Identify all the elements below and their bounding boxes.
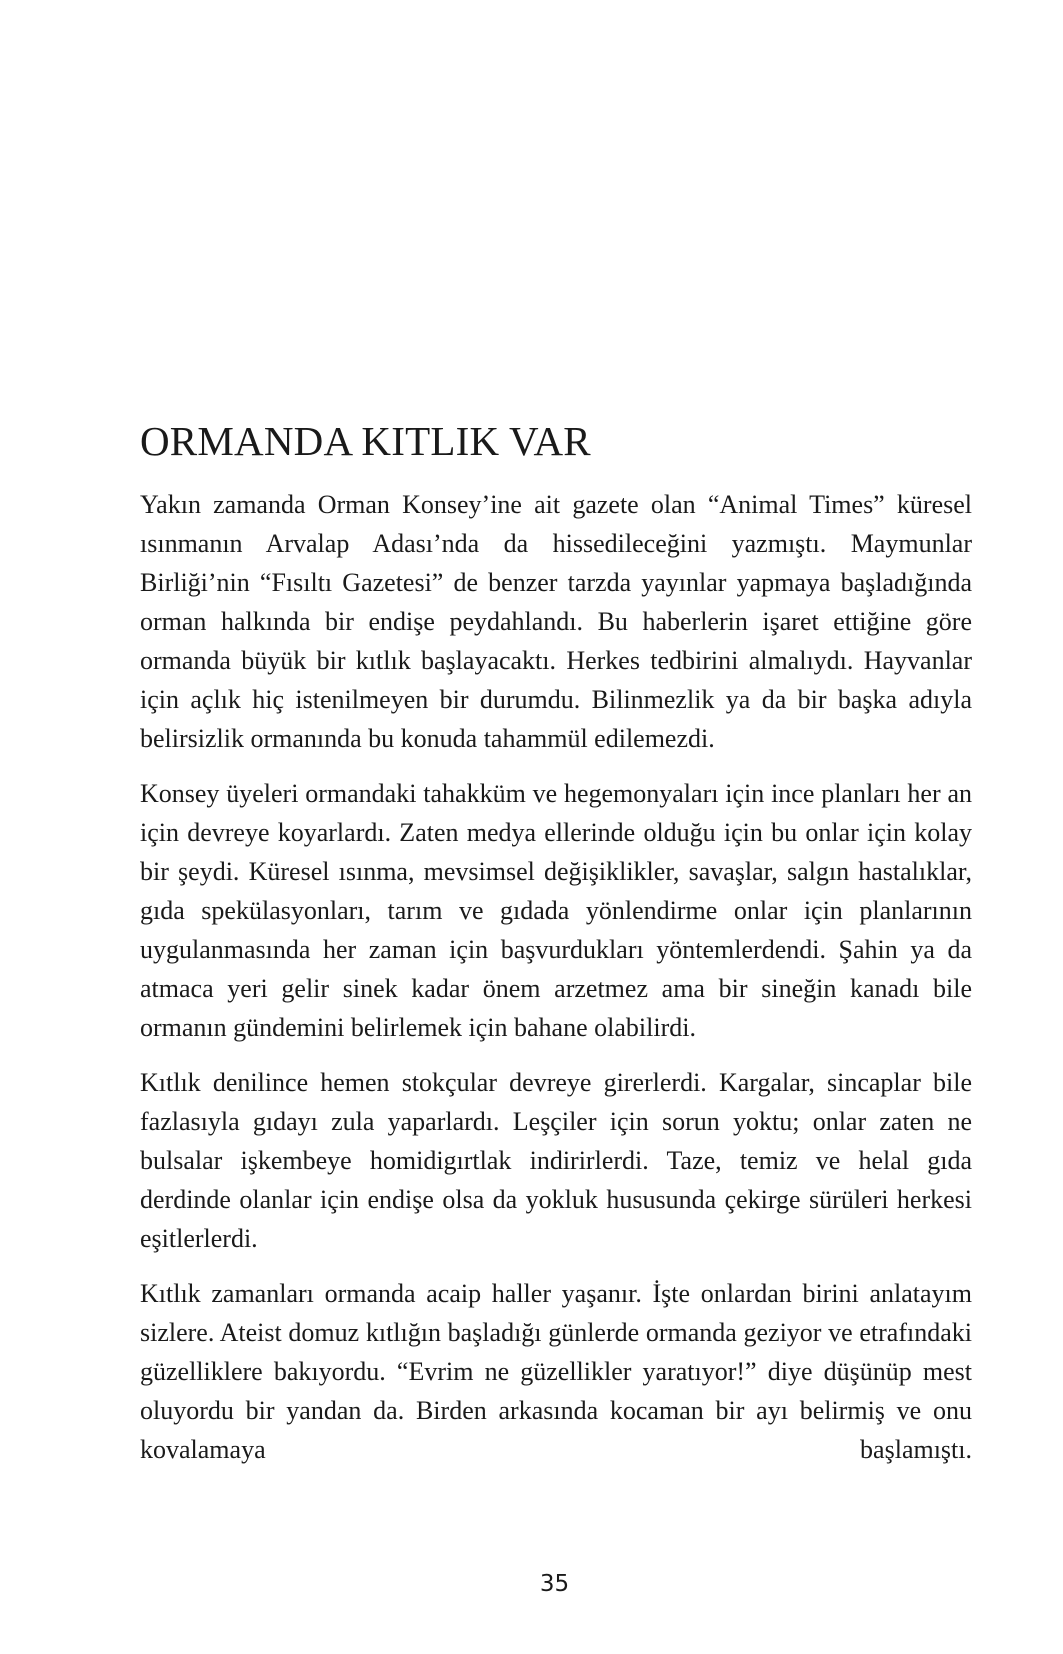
body-text	[140, 485, 972, 1485]
paragraph-1: Yakın zamanda Orman Konsey’ine ait gazete olan “Animal Times” küresel ısınmanın Arvalap Adası’nda da hissedileceğini yazmıştı. Maymunlar Birliği’nin “Fısıltı Gazetesi” de benzer tarzda yayınlar yapmaya başladığında orman halkında bir endişe peydahlandı. Bu haberlerin işaret ettiğine göre ormanda büyük bir kıtlık başlayacaktı. Herkes tedbirini almalıydı. Hayvanlar için açlık hiç istenilmeyen bir durumdu. Bilinmezlik ya da bir başka adıyla belirsizlik ormanında bu konuda tahammül edilemezdi.	[140, 490, 972, 753]
paragraph-4: Kıtlık zamanları ormanda acaip haller yaşanır. İşte onlardan birini anlatayım sizlere. Ateist domuz kıtlığın başladığı günlerde ormanda geziyor ve etrafındaki güzelliklere bakıyordu. “Evrim ne güzellikler yaratıyor!” diye düşünüp mest oluyordu bir yandan da. Birden arkasında kocaman bir ayı belirmiş ve onu kovalamaya başlamıştı.	[140, 1279, 972, 1464]
chapter-title: ORMANDA KITLIK VAR	[140, 418, 591, 464]
paragraph-3: Kıtlık denilince hemen stokçular devreye girerlerdi. Kargalar, sincaplar bile fazlasıyla gıdayı zula yaparlardı. Leşçiler için sorun yoktu; onlar zaten ne bulsalar işkembeye homidigırtlak indirirlerdi. Taze, temiz ve helal gıda derdinde olanlar için endişe olsa da yokluk hususunda çekirge sürüleri herkesi eşitlerlerdi.	[140, 1068, 972, 1253]
page-number: 35	[539, 1571, 570, 1597]
paragraph-2: Konsey üyeleri ormandaki tahakküm ve hegemonyaları için ince planları her an için devreye koyarlardı. Zaten medya ellerinde olduğu için bu onlar için kolay bir şeydi. Küresel ısınma, mevsimsel değişiklikler, savaşlar, salgın hastalıklar, gıda spekülasyonları, tarım ve gıdada yönlendirme onlar için planlarının uygulanmasında her zaman için başvurdukları yöntemlerdendi. Şahin ya da atmaca yeri gelir sinek kadar önem arzetmez ama bir sineğin kanadı bile ormanın gündemini belirlemek için bahane olabilirdi.	[140, 779, 972, 1042]
